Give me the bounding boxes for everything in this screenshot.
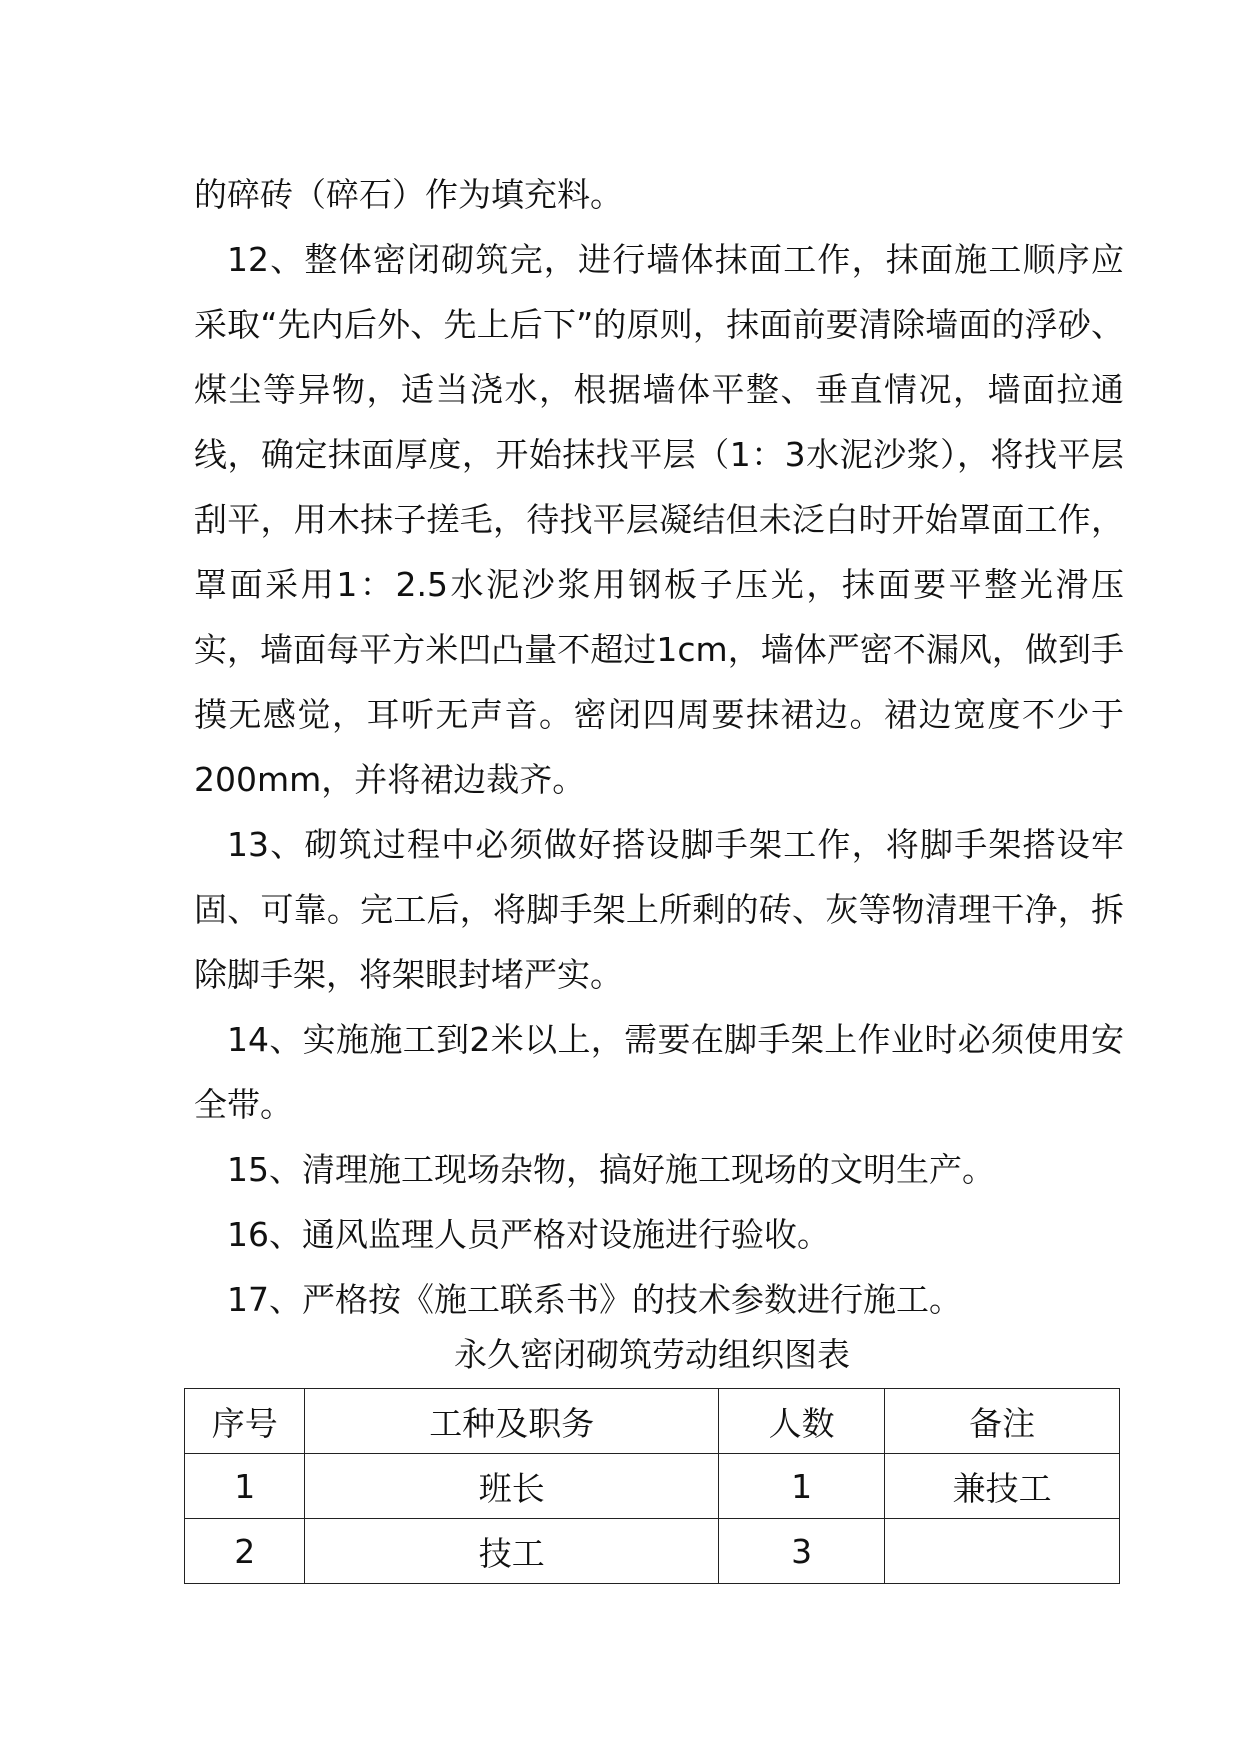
table-row	[185, 1454, 1120, 1519]
table-cell: 2	[185, 1519, 305, 1584]
paragraph-item-15: 15、清理施工现场杂物，搞好施工现场的文明生产。	[227, 1150, 995, 1189]
paragraph-item-14: 14、实施施工到2米以上，需要在脚手架上作业时必须使用安全带。	[194, 1020, 1124, 1124]
labor-organization-table	[184, 1388, 1120, 1584]
paragraph-item-13: 13、砌筑过程中必须做好搭设脚手架工作，将脚手架搭设牢固、可靠。完工后，将脚手架上所剩的砖、灰等物清理干净，拆除脚手架，将架眼封堵严实。	[194, 825, 1124, 994]
table-row	[185, 1519, 1120, 1584]
table-cell: 1	[185, 1454, 305, 1519]
table-cell: 班长	[305, 1454, 719, 1519]
paragraph-item-12: 12、整体密闭砌筑完，进行墙体抹面工作，抹面施工顺序应采取“先内后外、先上后下”的原则，抹面前要清除墙面的浮砂、煤尘等异物，适当浇水，根据墙体平整、垂直情况，墙面拉通线，确定抹面厚度，开始抹找平层（1：3水泥沙浆），将找平层刮平，用木抹子搓毛，待找平层凝结但未泛白时开始罩面工作，罩面采用1：2.5水泥沙浆用钢板子压光，抹面要平整光滑压实，墙面每平方米凹凸量不超过1cm，墙体严密不漏风，做到手摸无感觉，耳听无声音。密闭四周要抹裙边。裙边宽度不少于200mm，并将裙边裁齐。	[194, 240, 1124, 799]
table-caption: 永久密闭砌筑劳动组织图表	[454, 1335, 850, 1374]
table-cell: 1	[719, 1454, 885, 1519]
header-cell-index: 序号	[185, 1389, 305, 1454]
paragraph-item-16: 16、通风监理人员严格对设施进行验收。	[227, 1215, 830, 1254]
header-cell-count: 人数	[719, 1389, 885, 1454]
header-cell-job: 工种及职务	[305, 1389, 719, 1454]
table-cell	[885, 1519, 1120, 1584]
table-cell: 3	[719, 1519, 885, 1584]
paragraph-continuation: 的碎砖（碎石）作为填充料。	[194, 175, 623, 214]
paragraph-item-17: 17、严格按《施工联系书》的技术参数进行施工。	[227, 1280, 962, 1319]
body-text	[194, 162, 1124, 1332]
header-cell-remark: 备注	[885, 1389, 1120, 1454]
table-cell: 技工	[305, 1519, 719, 1584]
table-header-row	[185, 1389, 1120, 1454]
table-cell: 兼技工	[885, 1454, 1120, 1519]
